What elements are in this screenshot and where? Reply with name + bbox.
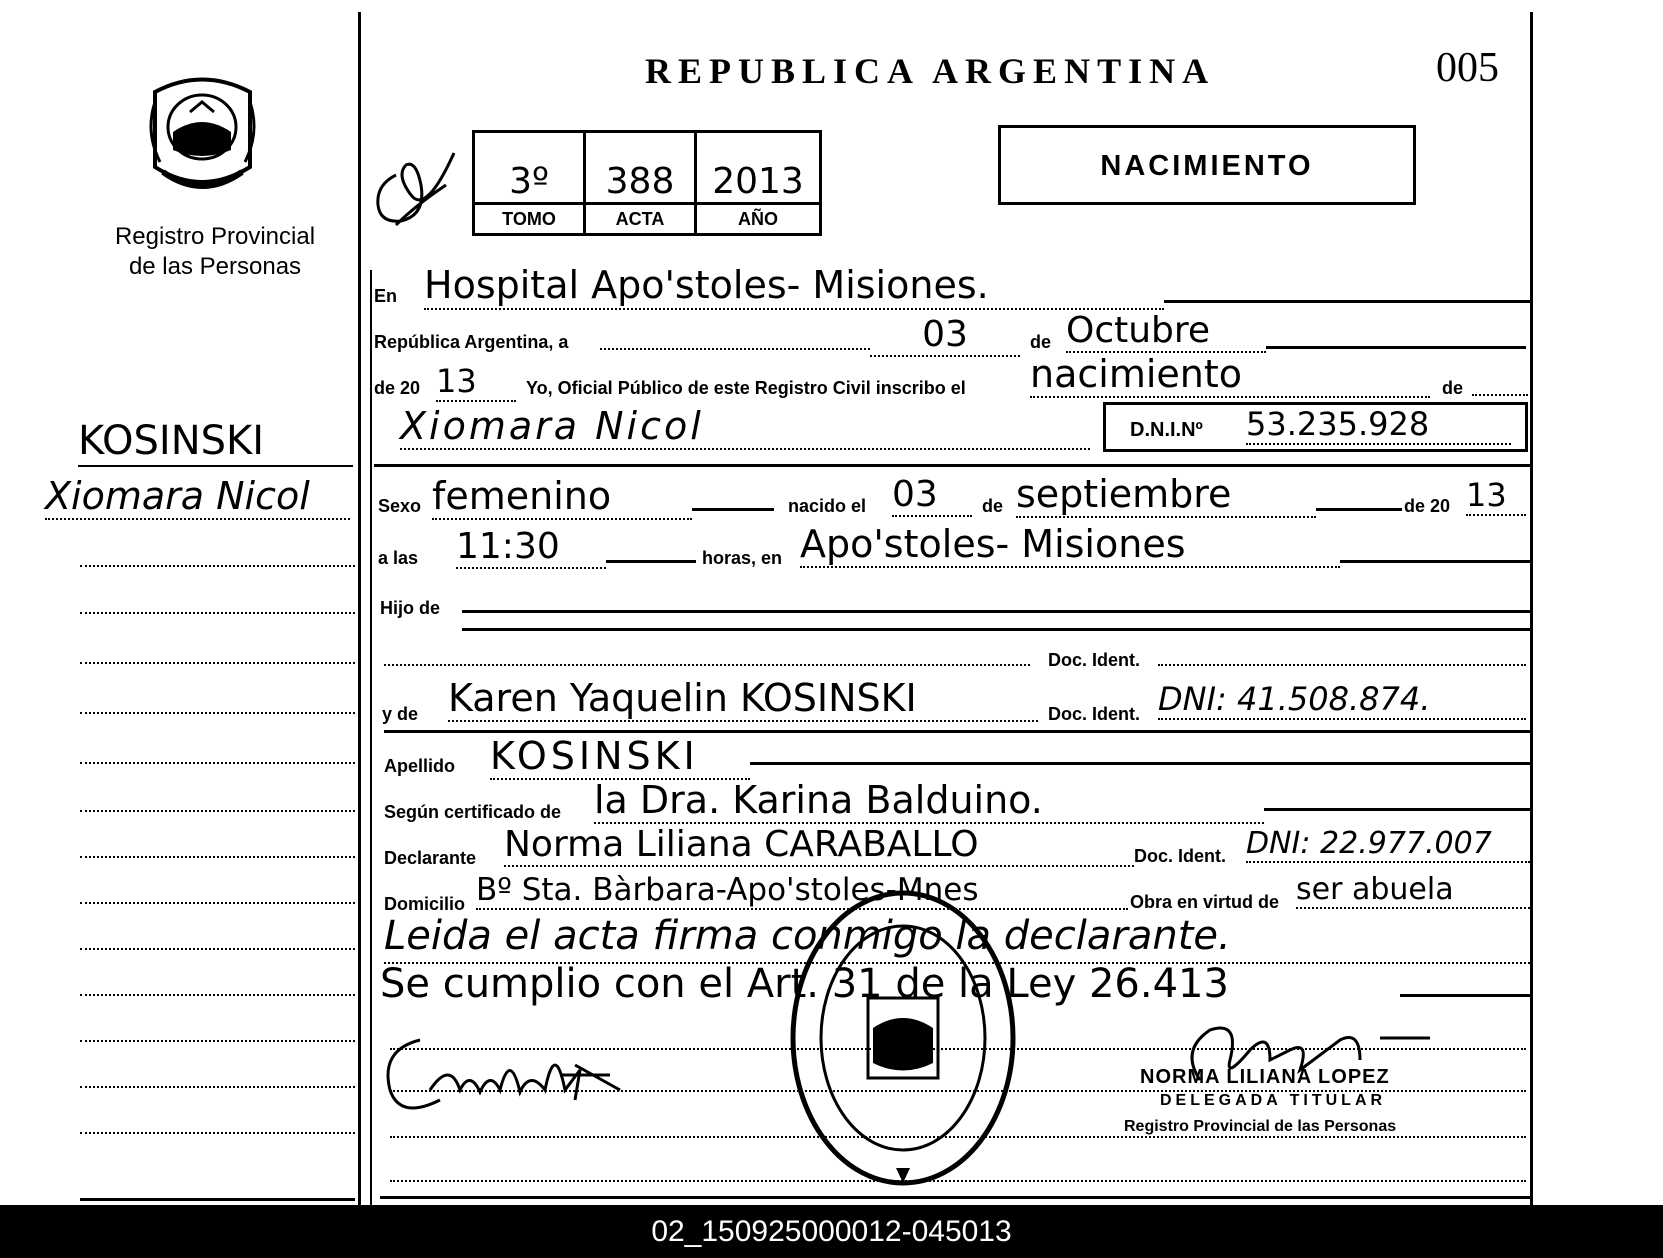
- obra-value: ser abuela: [1296, 872, 1530, 909]
- child-name-value: Xiomara Nicol: [400, 404, 1090, 450]
- page-title: REPUBLICA ARGENTINA: [645, 51, 1216, 91]
- row-separator-1: [374, 464, 1530, 467]
- republica-label: República Argentina, a: [374, 332, 569, 352]
- tomo-label: TOMO: [475, 202, 583, 233]
- doc-ident-label-father: Doc. Ident.: [1048, 650, 1141, 670]
- margin-surname-underline: [78, 465, 353, 467]
- hijo-line: [462, 610, 1530, 613]
- margin-blank-line-11: [80, 1040, 355, 1042]
- de-label-2: de: [1442, 378, 1464, 398]
- birth-place-line-end: [1340, 560, 1530, 563]
- initials-mark: [366, 145, 458, 230]
- doc-ident-label-declarante: Doc. Ident.: [1134, 846, 1227, 866]
- birth-day-value: 03: [892, 474, 972, 517]
- note-line-2-end: [1400, 994, 1530, 997]
- day-value: 03: [870, 314, 1020, 357]
- republica-blank: [600, 348, 870, 350]
- margin-given-names: Xiomara Nicol: [45, 474, 350, 520]
- official-stamp: [788, 888, 1018, 1193]
- dni-value: 53.235.928: [1246, 405, 1511, 445]
- officer-organization: Registro Provincial de las Personas: [1124, 1118, 1397, 1135]
- acta-label: ACTA: [586, 202, 694, 233]
- de-label: de: [1030, 332, 1052, 352]
- sexo-value: femenino: [432, 474, 692, 520]
- horas-label: horas, en: [702, 548, 783, 568]
- acta-value: 388: [605, 161, 675, 202]
- right-frame-line: [1530, 12, 1533, 1205]
- hijo-label: Hijo de: [380, 598, 441, 618]
- birth-place-value: Apo'stoles- Misiones: [800, 522, 1340, 568]
- segun-line-end: [1264, 808, 1530, 811]
- tomo-cell: [475, 133, 586, 233]
- margin-blank-line-9: [80, 948, 355, 950]
- registry-title-line1: Registro Provincial: [114, 223, 316, 250]
- margin-blank-line-8: [80, 902, 355, 904]
- hour-line-end: [606, 560, 696, 563]
- father-doc-blank: [384, 664, 1030, 666]
- alas-label: a las: [378, 548, 419, 568]
- registry-title-line2: de las Personas: [128, 253, 302, 280]
- de-label-3: de: [982, 496, 1004, 516]
- margin-blank-line-2: [80, 612, 355, 614]
- de-blank-2: [1472, 394, 1528, 396]
- hijo-line-2: [462, 628, 1530, 631]
- domicilio-value: Bº Sta. Bàrbara-Apo'stoles-Mnes: [476, 872, 1128, 910]
- domicilio-label: Domicilio: [384, 894, 466, 914]
- de20-label-2: de 20: [1404, 496, 1451, 516]
- margin-blank-line-10: [80, 994, 355, 996]
- month-value: Octubre: [1066, 310, 1266, 353]
- record-number-table: [472, 130, 822, 236]
- margin-blank-line-6: [80, 810, 355, 812]
- declarant-signature: [380, 1030, 640, 1120]
- declarante-value: Norma Liliana CARABALLO: [504, 824, 1134, 867]
- declarante-doc-value: DNI: 22.977.007: [1246, 826, 1530, 863]
- en-place-value: Hospital Apo'stoles- Misiones.: [424, 262, 1164, 310]
- apellido-line-end: [750, 762, 1530, 765]
- margin-blank-line-7: [80, 856, 355, 858]
- yde-label: y de: [382, 704, 419, 724]
- sexo-label: Sexo: [378, 496, 422, 516]
- year-suffix-value: 13: [436, 362, 516, 402]
- folio-number: 005: [1436, 45, 1499, 91]
- provincial-seal-logo: [145, 72, 260, 202]
- anio-value: 2013: [712, 161, 804, 202]
- dni-label: D.N.I.Nº: [1130, 419, 1203, 441]
- anio-label: AÑO: [697, 202, 819, 233]
- document-type-box: NACIMIENTO: [998, 125, 1416, 205]
- declarante-label: Declarante: [384, 848, 477, 868]
- bottom-line: [380, 1196, 1530, 1199]
- row-separator-2: [384, 730, 1530, 733]
- segun-value: la Dra. Karina Balduino.: [594, 778, 1264, 824]
- margin-surname: KOSINSKI: [78, 418, 265, 464]
- nacido-label: nacido el: [788, 496, 867, 516]
- acta-cell: [586, 133, 697, 233]
- mother-name-value: Karen Yaquelin KOSINSKI: [448, 676, 1038, 722]
- inscribo-value: nacimiento: [1030, 352, 1430, 398]
- obra-label: Obra en virtud de: [1130, 892, 1280, 912]
- mother-doc-value: DNI: 41.508.874.: [1158, 680, 1526, 720]
- margin-blank-line-12: [80, 1086, 355, 1088]
- month-line-end: [1266, 346, 1526, 349]
- tomo-value: 3º: [509, 161, 549, 202]
- dni-box: [1103, 402, 1528, 452]
- margin-blank-line-3: [80, 662, 355, 664]
- margin-blank-line-4: [80, 712, 355, 714]
- margin-blank-line-1: [80, 565, 355, 567]
- note-line-1: Leida el acta firma conmigo la declarante.: [384, 910, 1530, 964]
- officer-name: NORMA LILIANA LOPEZ: [1140, 1066, 1390, 1088]
- de20-label: de 20: [374, 378, 421, 398]
- hour-value: 11:30: [456, 526, 606, 569]
- anio-cell: [697, 133, 819, 233]
- birth-month-line-end: [1316, 508, 1402, 511]
- margin-blank-line-5: [80, 762, 355, 764]
- note-line-2: Se cumplio con el Art. 31 de la Ley 26.413: [380, 961, 1229, 1007]
- birth-month-value: septiembre: [1016, 472, 1316, 518]
- segun-label: Según certificado de: [384, 802, 562, 822]
- document-code-footer: 02_150925000012-045013: [0, 1205, 1663, 1258]
- en-label: En: [374, 286, 398, 306]
- doc-ident-label-mother: Doc. Ident.: [1048, 704, 1141, 724]
- margin-bottom-line: [80, 1198, 355, 1201]
- father-doc-value-blank: [1158, 664, 1526, 666]
- left-column-divider: [358, 12, 361, 1205]
- margin-blank-line-13: [80, 1132, 355, 1134]
- registry-title: [90, 222, 340, 282]
- apellido-label: Apellido: [384, 756, 455, 776]
- apellido-value: KOSINSKI: [490, 734, 750, 780]
- officer-role: DELEGADA TITULAR: [1160, 1092, 1387, 1109]
- birth-year-suffix-value: 13: [1466, 476, 1526, 516]
- inscribo-label: Yo, Oficial Público de este Registro Civil inscribo el: [526, 378, 966, 398]
- inner-column-divider: [370, 270, 372, 1205]
- sexo-line-end: [692, 508, 774, 511]
- en-line-end: [1164, 300, 1530, 303]
